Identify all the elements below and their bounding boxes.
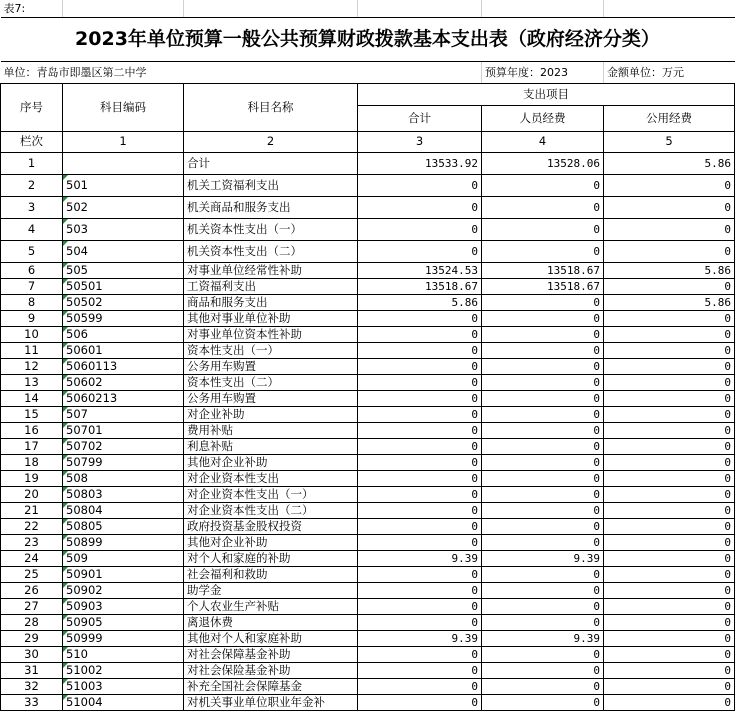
cell-code[interactable]: 505	[63, 262, 184, 278]
cell-total[interactable]: 0	[358, 518, 482, 534]
cell-name[interactable]: 费用补贴	[184, 422, 358, 438]
cell-name[interactable]: 对社会保障基金补助	[184, 646, 358, 662]
table-row	[1, 262, 735, 278]
cell-name[interactable]: 对机关事业单位职业年金补	[184, 694, 358, 710]
cell-seq[interactable]: 18	[1, 454, 63, 470]
cell-name[interactable]: 助学金	[184, 582, 358, 598]
table-row	[1, 438, 735, 454]
index-1[interactable]: 1	[63, 131, 184, 152]
cell-total[interactable]: 9.39	[358, 550, 482, 566]
cell-personnel[interactable]: 0	[482, 218, 604, 240]
cell-personnel[interactable]: 0	[482, 310, 604, 326]
table-row	[1, 152, 735, 174]
cell-total[interactable]: 9.39	[358, 630, 482, 646]
index-3[interactable]: 3	[358, 131, 482, 152]
cell-total[interactable]: 0	[358, 240, 482, 262]
cell-public[interactable]: 0	[604, 240, 735, 262]
cell-code[interactable]: 50799	[63, 454, 184, 470]
cell-personnel[interactable]: 13518.67	[482, 278, 604, 294]
cell-personnel[interactable]: 9.39	[482, 550, 604, 566]
cell-total[interactable]: 0	[358, 406, 482, 422]
cell-name[interactable]: 离退休费	[184, 614, 358, 630]
cell-personnel[interactable]: 0	[482, 470, 604, 486]
cell-personnel[interactable]: 0	[482, 518, 604, 534]
header-public[interactable]: 公用经费	[604, 105, 735, 131]
cell-name[interactable]: 对事业单位经常性补助	[184, 262, 358, 278]
cell-code[interactable]: 50803	[63, 486, 184, 502]
cell-code[interactable]: 50901	[63, 566, 184, 582]
cell-public[interactable]: 0	[604, 630, 735, 646]
cell-name[interactable]: 资本性支出（二）	[184, 374, 358, 390]
unit-label[interactable]: 单位：青岛市即墨区第二中学	[1, 61, 482, 83]
cell-personnel[interactable]: 9.39	[482, 630, 604, 646]
cell-name[interactable]: 个人农业生产补贴	[184, 598, 358, 614]
cell-personnel[interactable]: 0	[482, 240, 604, 262]
cell-total[interactable]: 0	[358, 486, 482, 502]
cell-code[interactable]: 50701	[63, 422, 184, 438]
cell-public[interactable]: 0	[604, 694, 735, 710]
cell-code[interactable]: 50602	[63, 374, 184, 390]
cell-seq[interactable]: 22	[1, 518, 63, 534]
cell-code[interactable]: 50999	[63, 630, 184, 646]
header-group[interactable]: 支出项目	[358, 83, 735, 105]
cell-total[interactable]: 0	[358, 174, 482, 196]
cell-code[interactable]: 502	[63, 196, 184, 218]
cell-public[interactable]: 0	[604, 342, 735, 358]
cell-total[interactable]: 0	[358, 470, 482, 486]
empty-cell[interactable]	[184, 0, 358, 17]
cell-public[interactable]: 0	[604, 174, 735, 196]
table-row	[1, 358, 735, 374]
cell-seq[interactable]: 11	[1, 342, 63, 358]
cell-total[interactable]: 13524.53	[358, 262, 482, 278]
cell-code[interactable]: 50601	[63, 342, 184, 358]
cell-seq[interactable]: 4	[1, 218, 63, 240]
header-personnel[interactable]: 人员经费	[482, 105, 604, 131]
cell-total[interactable]: 0	[358, 390, 482, 406]
table-row	[1, 582, 735, 598]
cell-seq[interactable]: 3	[1, 196, 63, 218]
cell-public[interactable]: 0	[604, 614, 735, 630]
cell-personnel[interactable]: 0	[482, 582, 604, 598]
cell-total[interactable]: 0	[358, 310, 482, 326]
cell-name[interactable]: 利息补贴	[184, 438, 358, 454]
table-row	[1, 278, 735, 294]
cell-name[interactable]: 其他对企业补助	[184, 454, 358, 470]
cell-code[interactable]: 506	[63, 326, 184, 342]
cell-code[interactable]: 501	[63, 174, 184, 196]
cell-seq[interactable]: 30	[1, 646, 63, 662]
index-4[interactable]: 4	[482, 131, 604, 152]
cell-public[interactable]: 0	[604, 326, 735, 342]
cell-public[interactable]: 5.86	[604, 262, 735, 278]
table-row	[1, 294, 735, 310]
cell-total[interactable]: 0	[358, 358, 482, 374]
cell-public[interactable]: 0	[604, 422, 735, 438]
table-row	[1, 470, 735, 486]
cell-name[interactable]: 机关商品和服务支出	[184, 196, 358, 218]
table-row	[1, 196, 735, 218]
cell-name[interactable]: 对企业补助	[184, 406, 358, 422]
cell-name[interactable]: 其他对事业单位补助	[184, 310, 358, 326]
header-name[interactable]: 科目名称	[184, 83, 358, 131]
cell-public[interactable]: 0	[604, 598, 735, 614]
cell-code[interactable]: 51002	[63, 662, 184, 678]
table-row	[1, 240, 735, 262]
cell-total[interactable]: 0	[358, 454, 482, 470]
cell-code[interactable]: 50903	[63, 598, 184, 614]
cell-seq[interactable]: 27	[1, 598, 63, 614]
cell-personnel[interactable]: 0	[482, 614, 604, 630]
cell-seq[interactable]: 25	[1, 566, 63, 582]
cell-total[interactable]: 0	[358, 422, 482, 438]
index-label[interactable]: 栏次	[1, 131, 63, 152]
table-row	[1, 518, 735, 534]
cell-seq[interactable]: 14	[1, 390, 63, 406]
table-row	[1, 694, 735, 710]
year-label[interactable]: 预算年度：2023	[482, 61, 604, 83]
cell-total[interactable]: 0	[358, 218, 482, 240]
cell-total[interactable]: 0	[358, 598, 482, 614]
cell-public[interactable]: 0	[604, 406, 735, 422]
cell-seq[interactable]: 28	[1, 614, 63, 630]
cell-public[interactable]: 0	[604, 486, 735, 502]
table-row	[1, 174, 735, 196]
cell-public[interactable]: 0	[604, 678, 735, 694]
cell-name[interactable]: 公务用车购置	[184, 390, 358, 406]
header-total[interactable]: 合计	[358, 105, 482, 131]
cell-public[interactable]: 0	[604, 470, 735, 486]
cell-public[interactable]: 0	[604, 310, 735, 326]
cell-total[interactable]: 0	[358, 614, 482, 630]
cell-code[interactable]: 509	[63, 550, 184, 566]
cell-public[interactable]: 0	[604, 566, 735, 582]
cell-seq[interactable]: 6	[1, 262, 63, 278]
cell-seq[interactable]: 33	[1, 694, 63, 710]
cell-name[interactable]: 对社会保险基金补助	[184, 662, 358, 678]
cell-name[interactable]: 对个人和家庭的补助	[184, 550, 358, 566]
cell-seq[interactable]: 29	[1, 630, 63, 646]
cell-name[interactable]: 对企业资本性支出（二）	[184, 502, 358, 518]
cell-public[interactable]: 0	[604, 390, 735, 406]
cell-seq[interactable]: 26	[1, 582, 63, 598]
table-row	[1, 326, 735, 342]
cell-code[interactable]: 50805	[63, 518, 184, 534]
header-code[interactable]: 科目编码	[63, 83, 184, 131]
cell-public[interactable]: 0	[604, 534, 735, 550]
currency-label[interactable]: 金额单位：万元	[604, 61, 735, 83]
cell-public[interactable]: 0	[604, 582, 735, 598]
cell-code[interactable]: 50902	[63, 582, 184, 598]
cell-code[interactable]: 50501	[63, 278, 184, 294]
cell-personnel[interactable]: 0	[482, 174, 604, 196]
cell-name[interactable]: 机关资本性支出（二）	[184, 240, 358, 262]
cell-code[interactable]: 50899	[63, 534, 184, 550]
empty-cell[interactable]	[604, 0, 735, 17]
cell-public[interactable]: 5.86	[604, 152, 735, 174]
cell-personnel[interactable]: 0	[482, 678, 604, 694]
cell-total[interactable]: 13518.67	[358, 278, 482, 294]
cell-name[interactable]: 其他对个人和家庭补助	[184, 630, 358, 646]
cell-seq[interactable]: 23	[1, 534, 63, 550]
table-row	[1, 630, 735, 646]
cell-total[interactable]: 0	[358, 342, 482, 358]
table-row	[1, 534, 735, 550]
cell-name[interactable]: 机关工资福利支出	[184, 174, 358, 196]
cell-name[interactable]: 补充全国社会保障基金	[184, 678, 358, 694]
cell-name[interactable]: 对企业资本性支出	[184, 470, 358, 486]
cell-seq[interactable]: 1	[1, 152, 63, 174]
table-row	[1, 678, 735, 694]
cell-seq[interactable]: 9	[1, 310, 63, 326]
cell-personnel[interactable]: 0	[482, 196, 604, 218]
table-tag[interactable]: 表7:	[1, 0, 63, 17]
cell-name[interactable]: 工资福利支出	[184, 278, 358, 294]
cell-public[interactable]: 0	[604, 196, 735, 218]
empty-cell[interactable]	[482, 0, 604, 17]
table-row	[1, 218, 735, 240]
cell-seq[interactable]: 8	[1, 294, 63, 310]
cell-code[interactable]: 51003	[63, 678, 184, 694]
index-5[interactable]: 5	[604, 131, 735, 152]
cell-code[interactable]: 508	[63, 470, 184, 486]
cell-personnel[interactable]: 0	[482, 566, 604, 582]
table-row	[1, 374, 735, 390]
table-row	[1, 486, 735, 502]
cell-name[interactable]: 社会福利和救助	[184, 566, 358, 582]
cell-total[interactable]: 13533.92	[358, 152, 482, 174]
cell-personnel[interactable]: 0	[482, 390, 604, 406]
cell-seq[interactable]: 17	[1, 438, 63, 454]
cell-personnel[interactable]: 0	[482, 486, 604, 502]
cell-public[interactable]: 0	[604, 662, 735, 678]
cell-seq[interactable]: 15	[1, 406, 63, 422]
cell-code[interactable]: 50702	[63, 438, 184, 454]
cell-public[interactable]: 0	[604, 646, 735, 662]
cell-personnel[interactable]: 0	[482, 342, 604, 358]
index-2[interactable]: 2	[184, 131, 358, 152]
table-row	[1, 646, 735, 662]
table-row	[1, 598, 735, 614]
cell-total[interactable]: 0	[358, 694, 482, 710]
cell-public[interactable]: 0	[604, 454, 735, 470]
cell-seq[interactable]: 2	[1, 174, 63, 196]
cell-name[interactable]: 对企业资本性支出（一）	[184, 486, 358, 502]
cell-code[interactable]: 50502	[63, 294, 184, 310]
cell-seq[interactable]: 5	[1, 240, 63, 262]
empty-cell[interactable]	[358, 0, 482, 17]
cell-seq[interactable]: 12	[1, 358, 63, 374]
cell-seq[interactable]: 13	[1, 374, 63, 390]
cell-personnel[interactable]: 0	[482, 454, 604, 470]
cell-personnel[interactable]: 0	[482, 534, 604, 550]
cell-seq[interactable]: 21	[1, 502, 63, 518]
cell-total[interactable]: 0	[358, 534, 482, 550]
cell-public[interactable]: 0	[604, 374, 735, 390]
cell-personnel[interactable]: 0	[482, 406, 604, 422]
cell-code[interactable]: 51004	[63, 694, 184, 710]
cell-personnel[interactable]: 0	[482, 374, 604, 390]
cell-public[interactable]: 0	[604, 218, 735, 240]
table-row	[1, 406, 735, 422]
cell-total[interactable]: 5.86	[358, 294, 482, 310]
cell-name[interactable]: 资本性支出（一）	[184, 342, 358, 358]
cell-seq[interactable]: 19	[1, 470, 63, 486]
table-row	[1, 454, 735, 470]
cell-code[interactable]	[63, 152, 184, 174]
cell-code[interactable]: 504	[63, 240, 184, 262]
cell-total[interactable]: 0	[358, 582, 482, 598]
cell-personnel[interactable]: 0	[482, 326, 604, 342]
cell-name[interactable]: 其他对企业补助	[184, 534, 358, 550]
cell-name[interactable]: 公务用车购置	[184, 358, 358, 374]
cell-total[interactable]: 0	[358, 438, 482, 454]
cell-total[interactable]: 0	[358, 326, 482, 342]
cell-personnel[interactable]: 0	[482, 358, 604, 374]
empty-cell[interactable]	[63, 0, 184, 17]
cell-seq[interactable]: 24	[1, 550, 63, 566]
cell-personnel[interactable]: 13528.06	[482, 152, 604, 174]
cell-total[interactable]: 0	[358, 196, 482, 218]
table-row	[1, 614, 735, 630]
table-row	[1, 566, 735, 582]
table-row	[1, 310, 735, 326]
cell-code[interactable]: 5060213	[63, 390, 184, 406]
cell-personnel[interactable]: 0	[482, 422, 604, 438]
cell-total[interactable]: 0	[358, 678, 482, 694]
cell-public[interactable]: 0	[604, 438, 735, 454]
cell-personnel[interactable]: 0	[482, 598, 604, 614]
cell-personnel[interactable]: 0	[482, 694, 604, 710]
cell-seq[interactable]: 10	[1, 326, 63, 342]
cell-code[interactable]: 507	[63, 406, 184, 422]
cell-seq[interactable]: 31	[1, 662, 63, 678]
cell-code[interactable]: 5060113	[63, 358, 184, 374]
cell-code[interactable]: 50599	[63, 310, 184, 326]
table-row	[1, 342, 735, 358]
cell-seq[interactable]: 32	[1, 678, 63, 694]
cell-seq[interactable]: 16	[1, 422, 63, 438]
cell-total[interactable]: 0	[358, 566, 482, 582]
cell-personnel[interactable]: 0	[482, 294, 604, 310]
cell-personnel[interactable]: 0	[482, 438, 604, 454]
cell-public[interactable]: 5.86	[604, 294, 735, 310]
cell-total[interactable]: 0	[358, 502, 482, 518]
cell-public[interactable]: 0	[604, 518, 735, 534]
sheet-title[interactable]: 2023年单位预算一般公共预算财政拨款基本支出表（政府经济分类）	[1, 17, 735, 61]
cell-name[interactable]: 合计	[184, 152, 358, 174]
header-seq[interactable]: 序号	[1, 83, 63, 131]
table-row	[1, 502, 735, 518]
cell-public[interactable]: 0	[604, 550, 735, 566]
table-row	[1, 390, 735, 406]
cell-personnel[interactable]: 13518.67	[482, 262, 604, 278]
cell-personnel[interactable]: 0	[482, 502, 604, 518]
cell-personnel[interactable]: 0	[482, 646, 604, 662]
cell-total[interactable]: 0	[358, 646, 482, 662]
cell-total[interactable]: 0	[358, 374, 482, 390]
cell-public[interactable]: 0	[604, 358, 735, 374]
cell-name[interactable]: 政府投资基金股权投资	[184, 518, 358, 534]
cell-total[interactable]: 0	[358, 662, 482, 678]
cell-code[interactable]: 510	[63, 646, 184, 662]
cell-personnel[interactable]: 0	[482, 662, 604, 678]
cell-name[interactable]: 商品和服务支出	[184, 294, 358, 310]
cell-name[interactable]: 对事业单位资本性补助	[184, 326, 358, 342]
cell-code[interactable]: 50804	[63, 502, 184, 518]
table-row	[1, 662, 735, 678]
cell-public[interactable]: 0	[604, 278, 735, 294]
cell-code[interactable]: 50905	[63, 614, 184, 630]
table-row	[1, 550, 735, 566]
cell-seq[interactable]: 20	[1, 486, 63, 502]
table-row	[1, 422, 735, 438]
cell-code[interactable]: 503	[63, 218, 184, 240]
cell-name[interactable]: 机关资本性支出（一）	[184, 218, 358, 240]
cell-public[interactable]: 0	[604, 502, 735, 518]
cell-seq[interactable]: 7	[1, 278, 63, 294]
